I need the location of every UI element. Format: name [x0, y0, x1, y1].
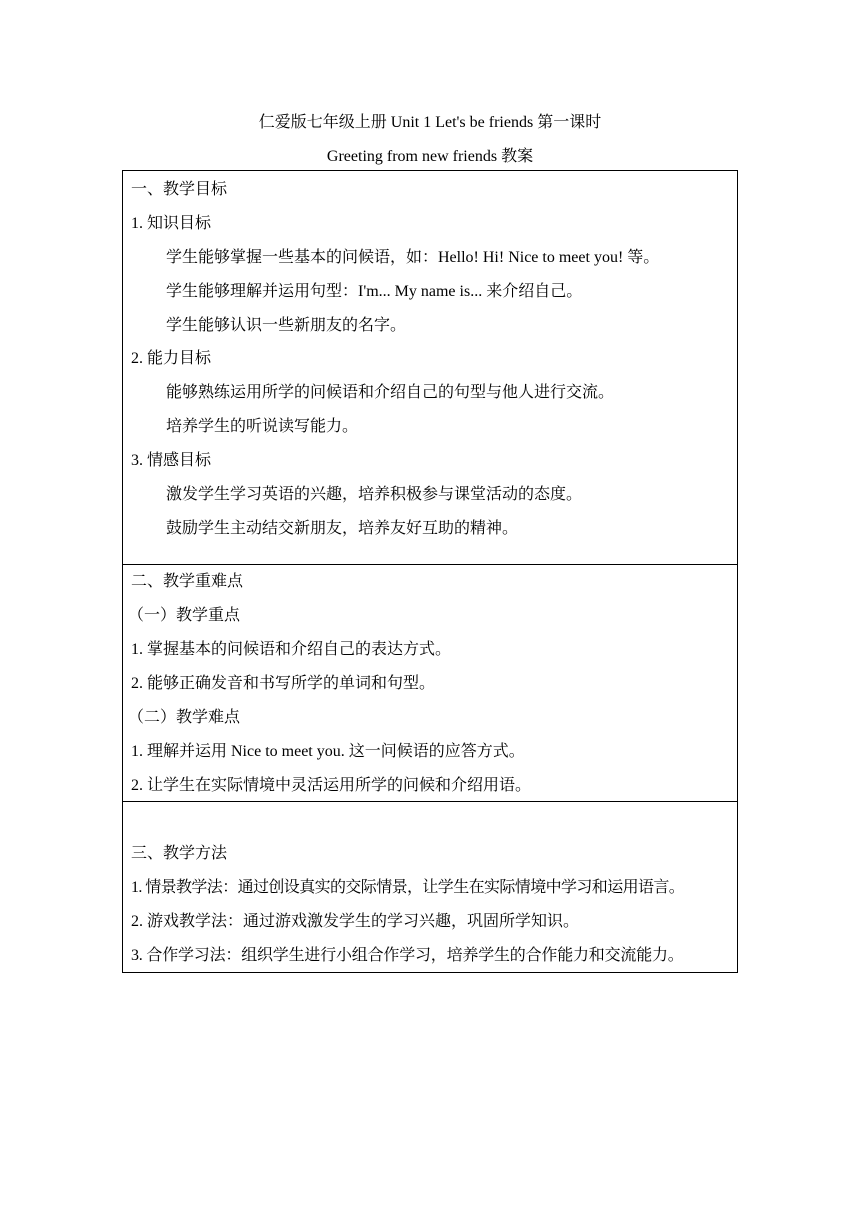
section-heading: 三、教学方法 [131, 845, 228, 862]
point-item: 2. 能够正确发音和书写所学的单词和句型。 [131, 675, 436, 692]
point-item: 1. 掌握基本的问候语和介绍自己的表达方式。 [131, 641, 452, 658]
teaching-methods-cell [123, 802, 737, 972]
sub-heading: （一）教学重点 [128, 607, 241, 624]
objective-item: 激发学生学习英语的兴趣，培养积极参与课堂活动的态度。 [166, 486, 583, 503]
sub-heading: 1. 知识目标 [131, 215, 212, 232]
method-item: 2. 游戏教学法：通过游戏激发学生的学习兴趣，巩固所学知识。 [131, 913, 580, 930]
objective-item: 学生能够理解并运用句型：I'm... My name is... 来介绍自己。 [166, 283, 583, 300]
lesson-plan-table [122, 170, 738, 973]
objective-item: 能够熟练运用所学的问候语和介绍自己的句型与他人进行交流。 [166, 384, 615, 401]
objective-item: 学生能够掌握一些基本的问候语，如：Hello! Hi! Nice to meet you! 等。 [166, 249, 660, 266]
point-item: 1. 理解并运用 Nice to meet you. 这一问候语的应答方式。 [131, 743, 525, 760]
key-difficult-points-cell [123, 565, 737, 802]
point-item: 2. 让学生在实际情境中灵活运用所学的问候和介绍用语。 [131, 777, 532, 794]
objective-item: 鼓励学生主动结交新朋友，培养友好互助的精神。 [166, 520, 519, 537]
document-subtitle: Greeting from new friends 教案 [326, 148, 534, 165]
sub-heading: （二）教学难点 [128, 709, 241, 726]
method-item: 1. 情景教学法：通过创设真实的交际情景，让学生在实际情境中学习和运用语言。 [131, 879, 685, 896]
sub-heading: 2. 能力目标 [131, 350, 212, 367]
document-title: 仁爱版七年级上册 Unit 1 Let's be friends 第一课时 [258, 114, 602, 131]
objective-item: 培养学生的听说读写能力。 [166, 418, 359, 435]
section-heading: 一、教学目标 [131, 181, 228, 198]
sub-heading: 3. 情感目标 [131, 452, 212, 469]
method-item: 3. 合作学习法：组织学生进行小组合作学习，培养学生的合作能力和交流能力。 [131, 947, 684, 964]
objective-item: 学生能够认识一些新朋友的名字。 [166, 317, 407, 334]
section-heading: 二、教学重难点 [131, 573, 244, 590]
teaching-objectives-cell [123, 171, 737, 565]
